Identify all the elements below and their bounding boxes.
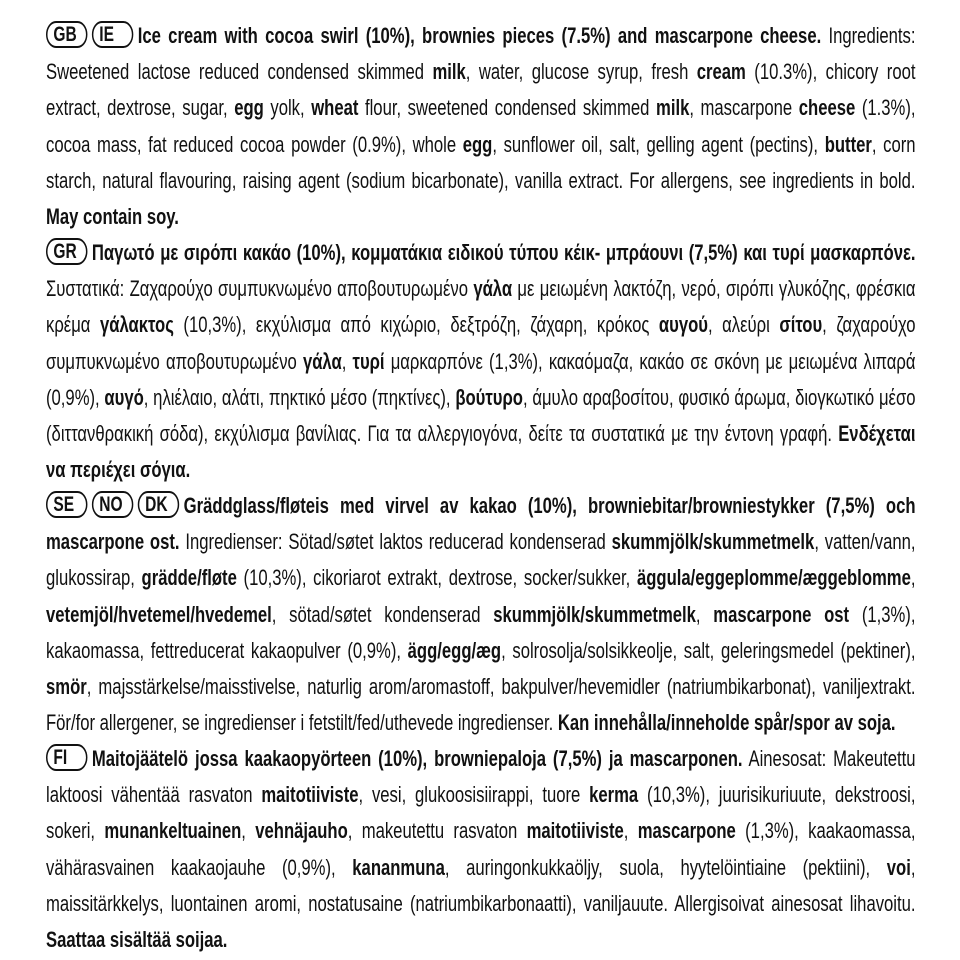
country-badge-dk: DK [138, 491, 179, 518]
text-run: Συστατικά: Ζαχαρούχο συμπυκνωμένο αποβουτυρωμένο [46, 276, 474, 302]
text-run: , [241, 818, 256, 844]
bold-text-run: maitotiiviste [261, 782, 359, 808]
bold-text-run: vetemjöl/hvetemel/hvedemel [46, 601, 272, 627]
text-run: Ainesosat: Makeutettu laktoosi vähentää rasvaton [46, 746, 916, 808]
text-run: , makeutettu rasvaton [347, 818, 527, 844]
country-badge-fi: FI [46, 744, 87, 771]
country-badge-se: SE [46, 491, 87, 518]
text-run: yolk, [263, 95, 312, 121]
text-run: , άμυλο αραβοσίτου, φυσικό άρωμα, διογκωτικό μέσο (διττανθρακική σόδα), εκχύλισμα βανίλιας. Για τα αλλεργιογόνα, δείτε τα συστατικά με την έντονη γραφή. [46, 384, 916, 447]
bold-text-run: egg [234, 95, 264, 121]
bold-text-run: αυγού [658, 312, 708, 338]
text-run: , vatten/vann, glukossirap, [46, 529, 916, 591]
section-se-no-dk [46, 488, 916, 741]
bold-text-run: vehnäjauho [255, 818, 348, 844]
bold-text-run: grädde/fløte [141, 565, 237, 591]
bold-text-run: egg [462, 131, 493, 157]
bold-text-run: σίτου [779, 312, 823, 338]
bold-text-run: skummjölk/skummetmelk [493, 601, 696, 627]
text-run: (10,3%), cikoriarot extrakt, dextrose, socker/sukker, [236, 565, 638, 591]
bold-text-run: cheese [798, 95, 856, 121]
text-run: (1,3%), kaakaomassa, vähärasvainen kaakaojauhe (0,9%), [46, 818, 916, 880]
bold-text-run: Ενδέχεται να περιέχει σόγια. [46, 421, 916, 483]
text-run: (10,3%), juurisikuriuute, dekstroosi, sokeri, [46, 782, 916, 844]
bold-text-run: cream [696, 59, 746, 85]
bold-text-run: äggula/eggeplomme/æggeblomme [637, 565, 911, 591]
text-run: (1.3%), cocoa mass, fat reduced cocoa powder (0.9%), whole [46, 95, 916, 157]
text-run: , auringonkukkaöljy, suola, hyytelöintiaine (pektiini), [444, 854, 887, 880]
bold-text-run: mascarpone [637, 818, 736, 844]
bold-text-run: kananmuna [352, 854, 445, 880]
text-run: , sunflower oil, salt, gelling agent (pectins), [492, 131, 825, 157]
text-run: , water, glucose syrup, fresh [465, 59, 697, 85]
bold-text-run: Gräddglass/fløteis med virvel av kakao (10%), browniebitar/browniestykker (7,5%) och mascarpone ost. [46, 493, 916, 555]
text-run: , [341, 348, 353, 374]
bold-text-run: kerma [589, 782, 639, 808]
text-run: , [623, 818, 638, 844]
bold-text-run: Ice cream with cocoa swirl (10%), brownies pieces (7.5%) and mascarpone cheese. [137, 23, 822, 48]
bold-text-run: milk [656, 95, 690, 121]
text-run: , maissitärkkelys, luontainen aromi, nostatusaine (natriumbikarbonaatti), vaniljauute. Allergisoivat ainesosat lihavoitu. [46, 854, 916, 916]
bold-text-run: maitotiiviste [526, 818, 624, 844]
bold-text-run: May contain soy. [46, 204, 179, 230]
section-paragraph [46, 235, 916, 488]
text-run: , sötad/søtet kondenserad [271, 601, 494, 627]
country-badge-gr: GR [46, 238, 87, 265]
text-run: Ingredients: Sweetened lactose reduced condensed skimmed [46, 23, 916, 85]
bold-text-run: αυγό [104, 384, 144, 410]
section-paragraph [46, 488, 916, 741]
country-badge-gb: GB [46, 21, 87, 48]
text-run: (10.3%), chicory root extract, dextrose, sugar, [46, 59, 916, 121]
country-badge-no: NO [92, 491, 133, 518]
section-paragraph [46, 741, 916, 958]
text-run: , ζαχαρούχο συμπυκνωμένο αποβουτυρωμένο [46, 312, 916, 374]
bold-text-run: γάλακτος [99, 312, 174, 338]
text-run: , mascarpone [689, 95, 799, 121]
section-gb-ie [46, 18, 916, 235]
text-run: flour, sweetened condensed skimmed [358, 95, 657, 121]
text-run: μαρκαρπόνε (1,3%), κακαόμαζα, κακάο σε σκόνη με μειωμένα λιπαρά (0,9%), [46, 348, 916, 410]
text-run: με μειωμένη λακτόζη, νερό, σιρόπι γλυκόζης, φρέσκια κρέμα [46, 276, 916, 338]
section-paragraph [46, 18, 916, 235]
section-gr [46, 235, 916, 488]
bold-text-run: βούτυρο [455, 384, 523, 410]
text-run: , majsstärkelse/maisstivelse, naturlig arom/aromastoff, bakpulver/hevemidler (natriumbikarbonat), vaniljextrakt. För/for allergener, se ingredienser i fetstilt/fed/uthevede ingredienser. [46, 674, 916, 736]
text-run: , vesi, glukoosisiirappi, tuore [358, 782, 590, 808]
bold-text-run: ägg/egg/æg [407, 637, 502, 663]
country-badge-ie: IE [92, 21, 133, 48]
bold-text-run: mascarpone ost [713, 601, 850, 627]
bold-text-run: Kan innehålla/inneholde spår/spor av soja. [557, 710, 896, 736]
bold-text-run: wheat [311, 95, 359, 121]
bold-text-run: τυρί [352, 348, 385, 374]
bold-text-run: γάλα [302, 348, 342, 374]
text-run: , [695, 601, 714, 627]
bold-text-run: butter [824, 131, 872, 157]
bold-text-run: smör [46, 674, 87, 700]
bold-text-run: voi [886, 854, 911, 880]
bold-text-run: milk [432, 59, 466, 85]
text-run: Ingredienser: Sötad/søtet laktos reducerad kondenserad [179, 529, 612, 555]
bold-text-run: γάλα [473, 276, 513, 302]
section-fi [46, 741, 916, 958]
text-run: , [910, 565, 916, 591]
text-run: , solrosolja/solsikkeolje, salt, geleringsmedel (pektiner), [501, 637, 916, 663]
text-run: (10,3%), εκχύλισμα από κιχώριο, δεξτρόζη, ζάχαρη, κρόκος [173, 312, 659, 338]
text-run: (1,3%), kakaomassa, fettreducerat kakaopulver (0,9%), [46, 601, 916, 663]
text-run: , ηλιέλαιο, αλάτι, πηκτικό μέσο (πηκτίνες), [143, 384, 456, 410]
bold-text-run: munankeltuainen [104, 818, 242, 844]
ingredients-document [46, 18, 916, 958]
text-run: , αλεύρι [707, 312, 780, 338]
text-run: , corn starch, natural flavouring, raising agent (sodium bicarbonate), vanilla extract. For allergens, see ingredients in bold. [46, 131, 916, 193]
bold-text-run: Παγωτό με σιρόπι κακάο (10%), κομματάκια ειδικού τύπου κέικ- μπράουνι (7,5%) και τυρί μασκαρπόνε. [91, 240, 916, 265]
bold-text-run: skummjölk/skummetmelk [611, 529, 815, 555]
bold-text-run: Saattaa sisältää soijaa. [46, 927, 228, 953]
bold-text-run: Maitojäätelö jossa kaakaopyörteen (10%), browniepaloja (7,5%) ja mascarponen. [91, 746, 743, 771]
